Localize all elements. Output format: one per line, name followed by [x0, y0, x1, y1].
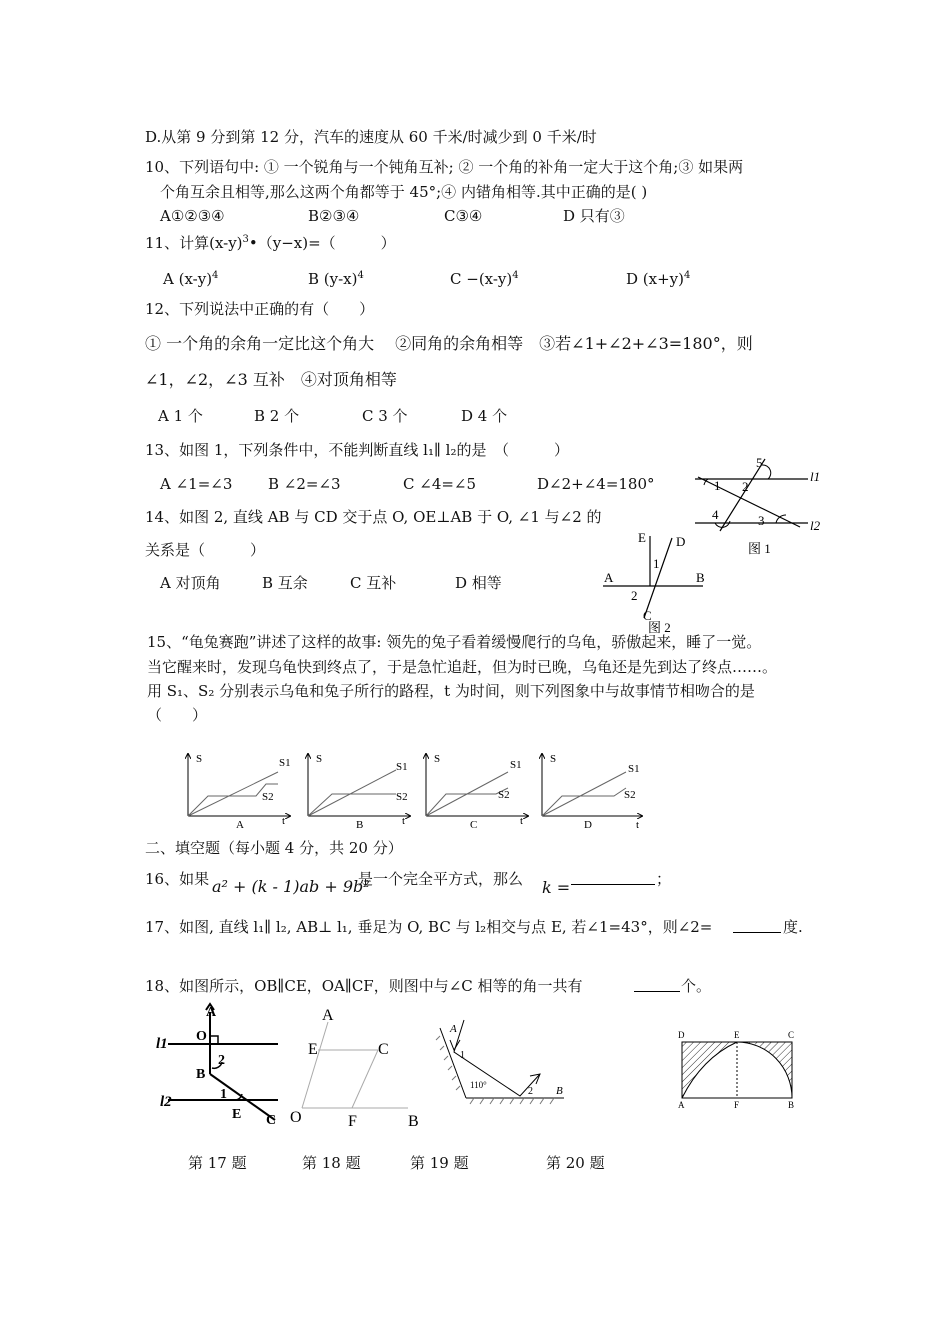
svg-text:S2: S2 [262, 791, 274, 803]
q11-option-b: B $(y-x)^4$ [308, 270, 364, 288]
fig20-label-c: C [788, 1030, 795, 1040]
fig17-label-l2: l2 [160, 1094, 172, 1110]
svg-text:S: S [550, 753, 557, 765]
fig20-label-a: A [678, 1100, 685, 1110]
q13-option-c: C ∠4=∠5 [403, 475, 477, 493]
fig20-label-e: E [734, 1030, 740, 1040]
q16-answer-blank[interactable] [571, 870, 655, 885]
q15-stem-line4: （ ） [147, 706, 208, 724]
svg-text:S1: S1 [628, 763, 640, 775]
figure-17 [150, 1002, 290, 1126]
q12-statements-line2: ∠1，∠2，∠3 互补 ④对顶角相等 [145, 370, 397, 389]
fig17-label-l1: l1 [156, 1036, 168, 1052]
q14-option-a: A 对顶角 [160, 574, 221, 592]
fig19-label-2: 2 [528, 1086, 533, 1097]
q11-stem-a: 11、计算(x-y) [145, 234, 243, 252]
fig18-label-o: O [290, 1109, 302, 1126]
q15-graph-a [188, 753, 291, 831]
fig17-label-c: C [266, 1113, 277, 1126]
svg-text:S2: S2 [498, 789, 510, 801]
q12-option-d: D 4 个 [461, 407, 508, 425]
q16-stem-b: 是一个完全平方式，那么 [358, 870, 524, 888]
svg-text:S1: S1 [510, 759, 522, 771]
svg-text:t: t [520, 815, 524, 827]
q16-stem-a: 16、如果 [145, 870, 210, 888]
fig17-label-b: B [196, 1067, 206, 1082]
figure-18 [290, 1002, 430, 1132]
q18-stem: 18、如图所示，OB∥CE，OA∥CF，则图中与∠C 相等的角一共有 [145, 977, 583, 995]
fig17-label-a: A [206, 1005, 217, 1020]
q11-option-c: $C -(x-y)^4$ [450, 270, 519, 288]
q17-answer-blank[interactable] [733, 918, 781, 933]
figure-2 [598, 528, 718, 638]
q13-stem: 13、如图 1，下列条件中，不能判断直线 l₁∥ l₂的是 （ ） [145, 441, 569, 459]
fig1-label-2: 2 [742, 479, 749, 494]
caption-q20: 第 20 题 [546, 1154, 605, 1172]
q9-option-d: D.从第 9 分到第 12 分，汽车的速度从 60 千米/时减少到 0 千米/时 [145, 128, 597, 146]
figure-20 [672, 1028, 802, 1112]
figure-19 [432, 1014, 582, 1110]
q12-option-b: B 2 个 [254, 407, 300, 425]
q14-option-c: C 互补 [350, 574, 397, 592]
q13-option-d: D∠2+∠4=180° [537, 475, 655, 493]
svg-text:S2: S2 [396, 791, 408, 803]
fig20-label-b: B [788, 1100, 795, 1110]
fig2-label-a: A [604, 570, 614, 585]
q13-option-a: A ∠1=∠3 [160, 475, 233, 493]
q11-option-a: A $(x-y)^4$ [163, 270, 219, 288]
q10-stem-line2: 个角互余且相等,那么这两个角都等于 45°;④ 内错角相等.其中正确的是( ) [160, 183, 648, 201]
q14-stem-line1: 14、如图 2, 直线 AB 与 CD 交于点 O, OE⊥AB 于 O, ∠1 与∠2 的 [145, 508, 602, 526]
fig18-label-c: C [378, 1041, 389, 1058]
q11-stem-b: •（y−x)=（ ） [248, 234, 396, 252]
q12-option-c: C 3 个 [362, 407, 408, 425]
q10-stem-line1: 10、下列语句中: ① 一个锐角与一个钝角互补; ② 一个角的补角一定大于这个角;③ 如果两 [145, 158, 744, 176]
fig18-label-f: F [348, 1113, 357, 1130]
q16-expression: a² + (k - 1)ab + 9b² [212, 877, 370, 896]
q15-graph-c [426, 753, 528, 831]
q10-option-b: B②③④ [308, 207, 360, 225]
fig1-label-4: 4 [712, 507, 719, 522]
fig2-label-d: D [676, 534, 686, 549]
fig1-label-l1: l1 [810, 469, 821, 484]
q16-end: ； [656, 870, 672, 888]
section-2-heading: 二、填空题（每小题 4 分，共 20 分） [145, 839, 403, 857]
q14-option-b: B 互余 [262, 574, 308, 592]
svg-text:S: S [316, 753, 323, 765]
q10-option-d: D 只有③ [563, 207, 625, 225]
fig18-label-e: E [308, 1041, 318, 1058]
fig1-label-3: 3 [758, 513, 765, 528]
q17-end: 度. [783, 918, 803, 936]
svg-text:C: C [470, 819, 478, 831]
svg-text:A: A [236, 819, 244, 831]
fig1-label-1: 1 [714, 478, 721, 493]
fig17-label-o: O [196, 1029, 207, 1044]
fig2-label-e: E [638, 530, 646, 545]
svg-text:S1: S1 [396, 761, 408, 773]
fig19-label-b: B [556, 1085, 563, 1097]
svg-text:t: t [636, 819, 640, 831]
fig18-label-b: B [408, 1113, 419, 1130]
q17-stem: 17、如图, 直线 l₁∥ l₂, AB⊥ l₁, 垂足为 O, BC 与 l₂相交与点 E, 若∠1=43°，则∠2= [145, 918, 713, 936]
fig17-label-2: 2 [218, 1053, 225, 1068]
fig20-label-d: D [678, 1030, 685, 1040]
q10-option-a: A①②③④ [160, 207, 225, 225]
fig1-caption: 图 1 [748, 541, 771, 555]
svg-text:t: t [282, 815, 286, 827]
q18-end: 个。 [681, 977, 712, 995]
q15-stem-line1: 15、“龟兔赛跑”讲述了这样的故事: 领先的兔子看着缓慢爬行的乌龟，骄傲起来，睡了一觉。 [147, 633, 762, 651]
fig2-label-2: 2 [631, 588, 638, 603]
caption-q18: 第 18 题 [302, 1154, 361, 1172]
q10-option-c: C③④ [444, 207, 483, 225]
svg-text:S: S [434, 753, 441, 765]
svg-text:S: S [196, 753, 203, 765]
q12-stem: 12、下列说法中正确的有（ ） [145, 300, 375, 318]
fig19-label-110: 110° [470, 1080, 487, 1090]
fig2-label-b: B [696, 570, 705, 585]
fig2-caption: 图 2 [648, 620, 671, 635]
caption-q19: 第 19 题 [410, 1154, 469, 1172]
q13-option-b: B ∠2=∠3 [268, 475, 341, 493]
fig18-label-a: A [322, 1007, 334, 1024]
svg-text:S1: S1 [279, 757, 291, 769]
fig20-label-f: F [734, 1100, 740, 1110]
q14-stem-line2: 关系是（ ） [145, 541, 266, 559]
fig17-label-e: E [232, 1107, 242, 1122]
q11-stem [145, 230, 396, 253]
svg-text:t: t [402, 815, 406, 827]
q15-stem-line2: 当它醒来时，发现乌龟快到终点了，于是急忙追赶，但为时已晚，乌龟还是先到达了终点……。 [147, 658, 778, 676]
q15-graph-d [542, 753, 642, 831]
q18-answer-blank[interactable] [634, 977, 680, 992]
svg-text:S2: S2 [624, 789, 636, 801]
q12-statements-line1: ① 一个角的余角一定比这个角大 ②同角的余角相等 ③若∠1+∠2+∠3=180°，则 [145, 334, 753, 353]
fig2-label-1: 1 [653, 556, 660, 571]
q16-k-label: k = [542, 878, 571, 897]
q15-stem-line3: 用 S₁、S₂ 分别表示乌龟和兔子所行的路程，t 为时间，则下列图象中与故事情节相吻合的是 [147, 682, 755, 700]
fig2-label-c: C [643, 608, 652, 623]
caption-q17: 第 17 题 [188, 1154, 247, 1172]
svg-text:B: B [356, 819, 364, 831]
q11-option-d: D $(x+y)^4$ [626, 270, 691, 288]
fig19-label-a: A [450, 1023, 457, 1035]
q14-option-d: D 相等 [455, 574, 502, 592]
fig1-label-l2: l2 [810, 518, 821, 533]
fig1-label-5: 5 [756, 455, 763, 470]
q12-option-a: A 1 个 [158, 407, 203, 425]
q15-graphs [178, 748, 658, 832]
svg-text:D: D [584, 819, 592, 831]
q15-graph-b [308, 753, 410, 831]
q11-stem-exp: 3 [242, 234, 249, 245]
fig19-label-1: 1 [460, 1050, 465, 1061]
fig17-label-1: 1 [220, 1087, 227, 1102]
